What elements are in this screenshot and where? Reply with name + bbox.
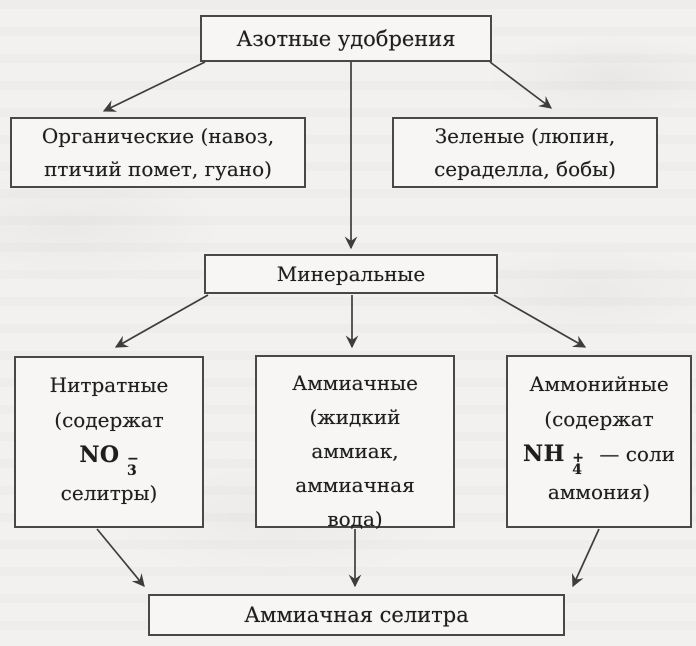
node-organic-line2: птичий помет, гуано) xyxy=(44,156,272,181)
node-nitrogen-fertilizers xyxy=(200,15,492,62)
node-nitrate-line1: Нитратные xyxy=(49,373,169,397)
node-mineral xyxy=(204,254,498,294)
node-organic-line1: Органические (навоз, xyxy=(41,123,275,148)
node-mineral-label: Минеральные xyxy=(276,262,426,286)
node-ammonium-line2: (содержат xyxy=(544,407,654,431)
edge-root-organic-arrow xyxy=(104,62,205,111)
node-nitrate-line2: (содержат xyxy=(54,408,164,432)
node-nitrate xyxy=(14,356,204,528)
edge-nitrate-result-arrow xyxy=(97,529,144,586)
node-nitrate-line3: селитры) xyxy=(60,481,158,505)
nitrate-formula xyxy=(79,438,139,479)
nitrate-formula-subscript: 3 xyxy=(126,463,137,479)
node-ammonium-nitrate-result xyxy=(148,594,565,636)
node-nitrogen-fertilizers-label: Азотные удобрения xyxy=(236,26,456,51)
ammonium-formula-superscript: + xyxy=(572,450,584,466)
node-organic xyxy=(10,117,306,188)
nitrate-formula-charge-stack xyxy=(127,453,139,477)
ammonium-formula-charge-stack xyxy=(572,452,584,476)
node-ammonia-line4: аммиачная xyxy=(295,473,415,497)
edge-mineral-ammonium-arrow xyxy=(494,295,585,347)
node-green-line2: сераделла, бобы) xyxy=(434,156,616,181)
node-ammonia-line5: вода) xyxy=(327,507,383,531)
node-ammonium-line3: аммония) xyxy=(547,480,651,504)
nitrate-formula-base: NO xyxy=(79,442,120,468)
node-ammonia xyxy=(255,355,455,531)
node-green xyxy=(392,117,658,188)
edge-mineral-nitrate-arrow xyxy=(116,295,208,347)
node-ammonium xyxy=(506,355,692,528)
edge-ammonium-result-arrow xyxy=(573,529,599,586)
node-result-label: Аммиачная селитра xyxy=(244,603,469,627)
node-green-line1: Зеленые (люпин, xyxy=(434,123,616,148)
ammonium-formula-subscript: 4 xyxy=(572,462,583,478)
node-ammonium-line1: Аммонийные xyxy=(529,372,669,396)
ammonium-formula-base: NH xyxy=(523,441,565,467)
edge-root-green-arrow xyxy=(490,62,551,108)
nitrate-formula-superscript: − xyxy=(126,451,139,467)
node-ammonia-line2: (жидкий xyxy=(309,405,401,429)
node-ammonia-line1: Аммиачные xyxy=(292,371,418,395)
node-ammonia-line3: аммиак, xyxy=(311,439,399,463)
ammonium-formula-tail: — соли xyxy=(599,442,675,466)
ammonium-formula xyxy=(523,437,675,478)
